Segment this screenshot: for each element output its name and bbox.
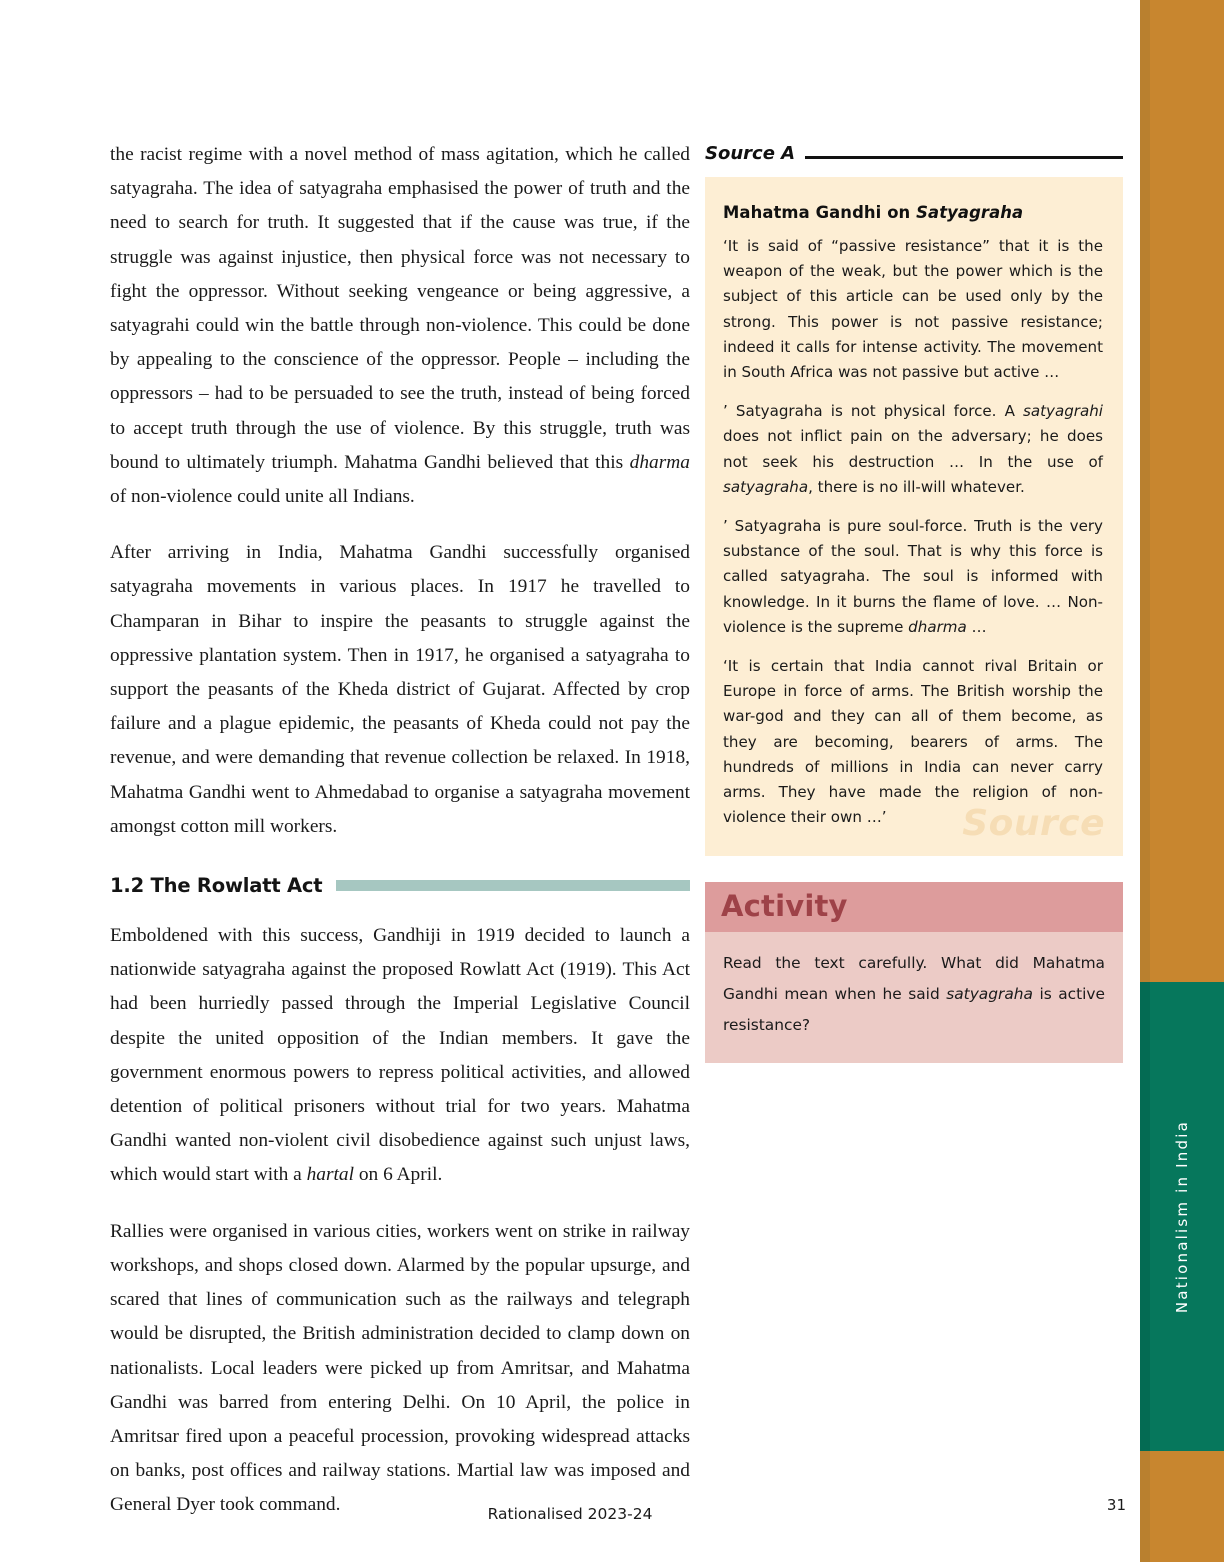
activity-body [705, 932, 1123, 1063]
quote-3-part-a: ’ Satyagraha is pure soul-force. Truth is the very substance of the soul. That is why this force is called satyagraha. The soul is informed with knowledge. In it burns the flame of love. … Non-violence is the supreme [723, 517, 1103, 636]
paragraph-tail: on 6 April. [354, 1164, 443, 1186]
sidebar-edge-orange-top [1140, 0, 1150, 982]
section-heading-rule [336, 880, 690, 891]
quote-3-part-b: … [966, 617, 987, 636]
paragraph-india-movements: After arriving in India, Mahatma Gandhi successfully organised satyagraha movements in various places. In 1917 he travelled to Champaran in Bihar to inspire the peasants to struggle against the oppressive plantation system. Then in 1917, he organised a satyagraha to support the peasants of the Kheda district of Gujarat. Affected by crop failure and a plague epidemic, the peasants of Kheda could not pay the revenue, and were demanding that revenue collection be relaxed. In 1918, Mahatma Gandhi went to Ahmedabad to organise a satyagraha movement amongst cotton mill workers. [110, 542, 690, 837]
source-quote-4: ‘It is certain that India cannot rival Britain or Europe in force of arms. The British worship the war-god and they can all of them become, as they are becoming, bearers of arms. The hundreds of millions in India can never carry arms. They have made the religion of non-violence their own …’ [723, 657, 1103, 827]
sidebar-band-orange-top [1140, 0, 1224, 982]
sidebar-edge-green [1140, 982, 1150, 1451]
paragraph-text: the racist regime with a novel method of mass agitation, which he called satyagraha. The idea of satyagraha emphasised the power of truth and the need to search for truth. It suggested that if the cause was true, if the struggle was against injustice, then physical force was not necessary to fight the oppressor. Without seeking vengeance or being aggressive, a satyagrahi could win the battle through non-violence. This could be done by appealing to the conscience of the oppressor. People – including the oppressors – had to be persuaded to see the truth, instead of being forced to accept truth through the use of violence. By this struggle, truth was bound to ultimately triumph. Mahatma Gandhi believed that this [110, 144, 690, 473]
page-number: 31 [1106, 1496, 1126, 1514]
source-a-box [705, 177, 1123, 856]
source-a-title [723, 203, 1103, 222]
activity-text-a: Read the text carefully. What did Mahatma Gandhi mean when he said [723, 954, 1105, 1004]
italic-hartal: hartal [306, 1164, 354, 1186]
section-heading-label: 1.2 The Rowlatt Act [110, 874, 323, 898]
source-a-header [705, 138, 1123, 164]
main-text-column [110, 138, 690, 1523]
source-a-label: Source A [705, 143, 796, 164]
sidebar-edge-orange-bottom [1140, 1451, 1150, 1562]
activity-title: Activity [721, 889, 848, 924]
source-a-title-italic: Satyagraha [916, 203, 1024, 222]
sidebar-band-orange-bottom [1140, 1451, 1224, 1562]
sidebar-content-column [705, 138, 1123, 1063]
quote-2-part-b: does not inflict pain on the adversary; he does not seek his destruction … In the use of [723, 427, 1103, 471]
paragraph-rallies: Rallies were organised in various cities, workers went on strike in railway workshops, and shops closed down. Alarmed by the popular upsurge, and scared that lines of communication such as the railways and telegraph would be disrupted, the British administration decided to clamp down on nationalists. Local leaders were picked up from Amritsar, and Mahatma Gandhi was barred from entering Delhi. On 10 April, the police in Amritsar fired upon a peaceful procession, provoking widespread attacks on banks, post offices and railway stations. Martial law was imposed and General Dyer took command. [110, 1220, 690, 1516]
italic-satyagraha: satyagraha [946, 985, 1033, 1004]
paragraph-text: Emboldened with this success, Gandhiji in 1919 decided to launch a nationwide satyagraha against the proposed Rowlatt Act (1919). This Act had been hurriedly passed through the Imperial Legislative Council despite the united opposition of the Indian members. It gave the government enormous powers to repress political activities, and allowed detention of political prisoners without trial for two years. Mahatma Gandhi wanted non-violent civil disobedience against such unjust laws, which would start with a [110, 925, 690, 1186]
source-watermark: Source [962, 803, 1105, 845]
italic-dharma: dharma [629, 451, 690, 473]
sidebar-band-green [1140, 982, 1224, 1451]
italic-dharma: dharma [908, 617, 967, 636]
source-a-title-plain: Mahatma Gandhi on [723, 203, 917, 222]
source-quote-3 [723, 514, 1103, 640]
quote-2-part-a: ’ Satyagraha is not physical force. A [723, 402, 1023, 421]
quote-2-part-c: , there is no ill-will whatever. [808, 477, 1025, 496]
footer-note: Rationalised 2023-24 [487, 1505, 653, 1523]
italic-satyagrahi: satyagrahi [1022, 402, 1103, 421]
activity-header [705, 882, 1123, 932]
source-a-rule [805, 156, 1123, 159]
paragraph-satyagraha-intro [110, 138, 690, 514]
activity-box [705, 882, 1123, 1063]
chapter-title-text: Nationalism in India [1173, 1119, 1191, 1314]
section-heading-rowlatt-act [110, 874, 690, 897]
activity-text-b: is active resistance? [723, 985, 1105, 1035]
italic-satyagraha: satyagraha [723, 477, 809, 496]
paragraph-tail: of non-violence could unite all Indians. [110, 486, 415, 508]
source-quote-1: ‘It is said of “passive resistance” that it is the weapon of the weak, but the power which is the subject of this article can be used only by the strong. This power is not passive resistance; indeed it calls for intense activity. The movement in South Africa was not passive but active … [723, 237, 1103, 382]
paragraph-rowlatt-act [110, 919, 690, 1193]
source-quote-2 [723, 399, 1103, 500]
activity-question [723, 948, 1105, 1041]
